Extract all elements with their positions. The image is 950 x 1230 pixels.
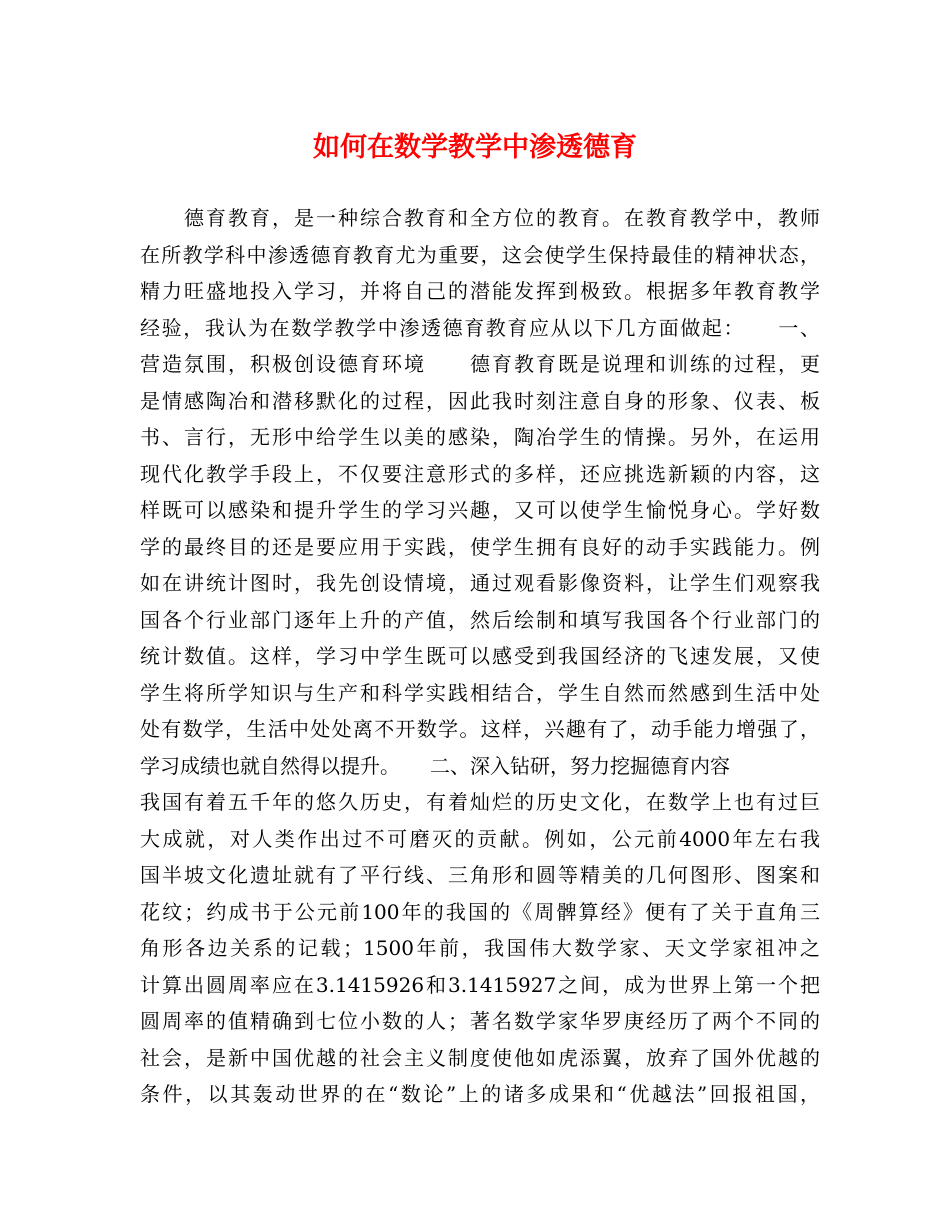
text-line: 是情感陶冶和潜移默化的过程，因此我时刻注意自身的形象、仪表、板 [140,388,820,413]
text-line: 条件，以其轰动世界的在“数论”上的诸多成果和“优越法”回报祖国， [140,1082,820,1106]
text-line: 计算出圆周率应在3.1415926和3.1415927之间，成为世界上第一个把 [140,972,820,997]
text-line: 学生将所学知识与生产和科学实践相结合，学生自然而然感到生活中处 [140,680,820,705]
text-line: 在所教学科中渗透德育教育尤为重要，这会使学生保持最佳的精神状态， [140,242,820,267]
text-line: 花纹；约成书于公元前100年的我国的《周髀算经》便有了关于直角三 [140,899,820,924]
text-line: 经验，我认为在数学教学中渗透德育教育应从以下几方面做起： 一、 [140,315,820,340]
text-line: 精力旺盛地投入学习，并将自己的潜能发挥到极致。根据多年教育教学 [140,279,820,303]
text-line: 书、言行，无形中给学生以美的感染，陶冶学生的情操。另外，在运用 [140,425,820,449]
text-line: 现代化教学手段上，不仅要注意形式的多样，还应挑选新颖的内容，这 [140,461,820,486]
text-line: 国半坡文化遗址就有了平行线、三角形和圆等精美的几何图形、图案和 [140,863,820,887]
text-line: 社会，是新中国优越的社会主义制度使他如虎添翼，放弃了国外优越的 [140,1045,820,1070]
text-line: 处有数学，生活中处处离不开数学。这样，兴趣有了，动手能力增强了， [140,717,820,741]
body-text [140,200,820,1113]
text-line: 大成就，对人类作出过不可磨灭的贡献。例如，公元前4000年左右我 [140,826,820,851]
document-title: 如何在数学教学中渗透德育 [313,132,637,163]
text-line: 样既可以感染和提升学生的学习兴趣，又可以使学生愉悦身心。学好数 [140,498,820,522]
text-line: 国各个行业部门逐年上升的产值，然后绘制和填写我国各个行业部门的 [140,607,820,632]
text-line: 统计数值。这样，学习中学生既可以感受到我国经济的飞速发展，又使 [140,644,820,668]
text-line: 德育教育，是一种综合教育和全方位的教育。在教育教学中，教师 [140,206,820,230]
text-line: 如在讲统计图时，我先创设情境，通过观看影像资料，让学生们观察我 [140,571,820,595]
text-line: 学习成绩也就自然得以提升。 二、深入钻研，努力挖掘德育内容 [140,753,730,778]
text-line: 学的最终目的还是要应用于实践，使学生拥有良好的动手实践能力。例 [140,534,820,559]
text-line: 角形各边关系的记载；1500年前，我国伟大数学家、天文学家祖冲之 [140,936,820,960]
text-line: 我国有着五千年的悠久历史，有着灿烂的历史文化，在数学上也有过巨 [140,790,820,814]
text-line: 营造氛围，积极创设德育环境 德育教育既是说理和训练的过程，更 [140,352,820,376]
text-line: 圆周率的值精确到七位小数的人；著名数学家华罗庚经历了两个不同的 [140,1009,820,1033]
